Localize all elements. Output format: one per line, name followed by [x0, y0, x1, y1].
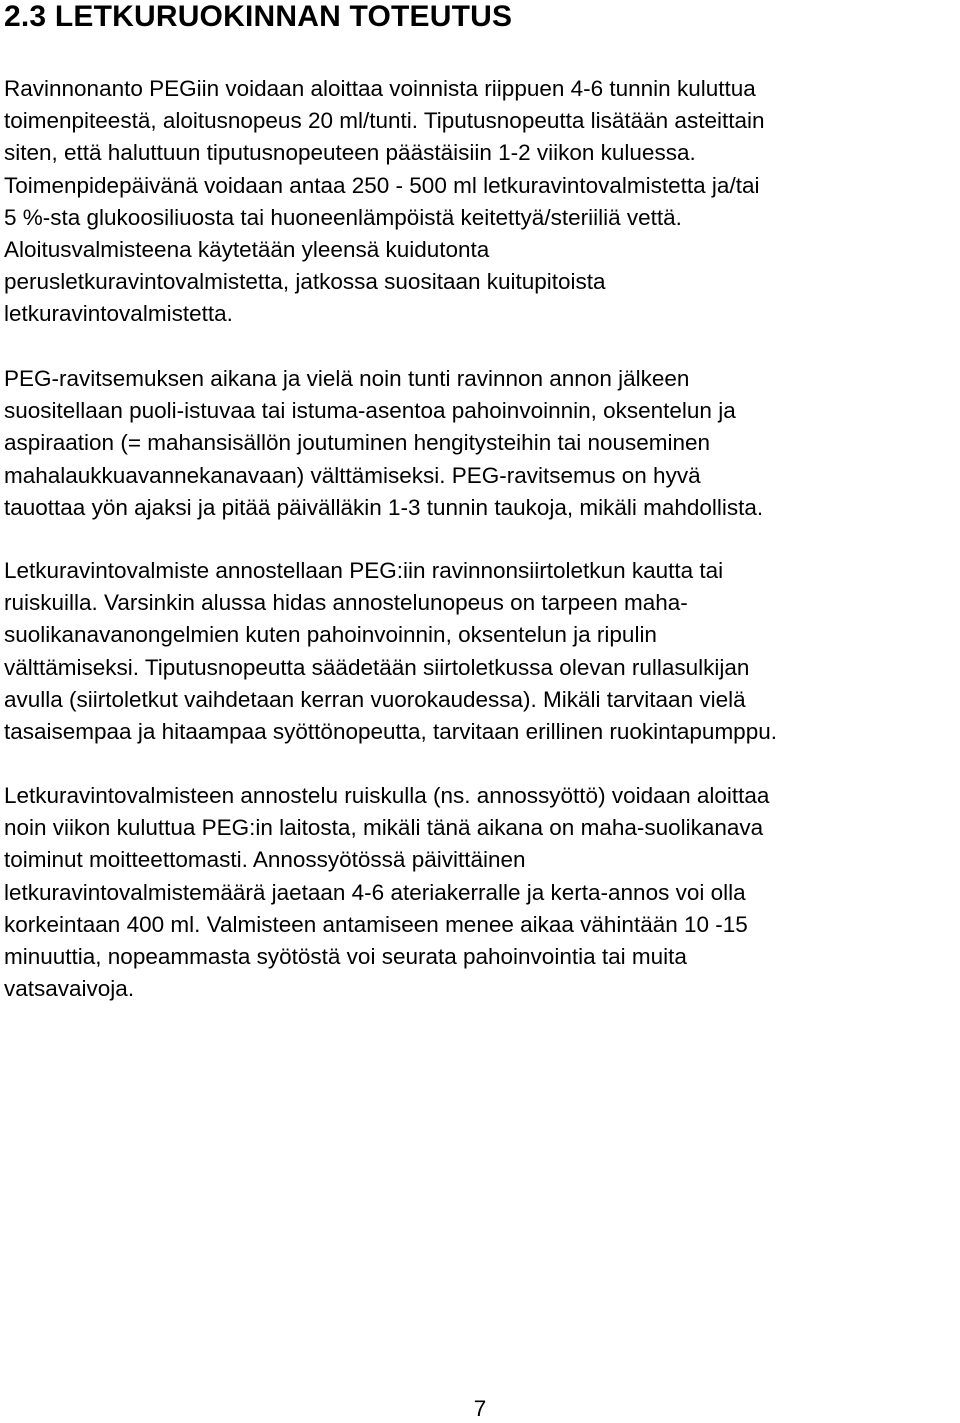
text-line: letkuravintovalmistemäärä jaetaan 4-6 ateriakerralle ja kerta-annos voi olla: [4, 879, 746, 905]
text-line: avulla (siirtoletkut vaihdetaan kerran vuorokaudessa). Mikäli tarvitaan vielä: [4, 686, 746, 712]
text-line: suolikanavanongelmien kuten pahoinvoinnin, oksentelun ja ripulin: [4, 622, 657, 648]
text-line: Aloitusvalmisteena käytetään yleensä kuidutonta: [4, 237, 490, 263]
text-line: 5 %-sta glukoosiliuosta tai huoneenlämpöistä keitettyä/steriiliä vettä.: [4, 204, 682, 230]
text-line: perusletkuravintovalmistetta, jatkossa suositaan kuitupitoista: [4, 269, 606, 295]
text-line: PEG-ravitsemuksen aikana ja vielä noin tunti ravinnon annon jälkeen: [4, 366, 690, 391]
text-line: suositellaan puoli-istuvaa tai istuma-asentoa pahoinvoinnin, oksentelun ja: [4, 398, 736, 424]
section-heading: 2.3 LETKURUOKINNAN TOTEUTUS: [4, 0, 513, 33]
text-line: toiminut moitteettomasti. Annossyötössä päivittäinen: [4, 847, 526, 873]
text-line: ruiskuilla. Varsinkin alussa hidas annostelunopeus on tarpeen maha-: [4, 590, 688, 616]
text-line: välttämiseksi. Tiputusnopeutta säädetään siirtoletkussa olevan rullasulkijan: [4, 654, 750, 680]
text-line: Toimenpidepäivänä voidaan antaa 250 - 500 ml letkuravintovalmistetta ja/tai: [4, 172, 760, 198]
text-line: letkuravintovalmistetta.: [4, 301, 233, 327]
text-line: noin viikon kuluttua PEG:in laitosta, mikäli tänä aikana on maha-suolikanava: [4, 815, 764, 841]
text-line: Ravinnonanto PEGiin voidaan aloittaa voinnista riippuen 4-6 tunnin kuluttua: [4, 76, 756, 101]
paragraph-bolus-feeding: [4, 780, 769, 1005]
text-line: vatsavaivoja.: [4, 976, 135, 1002]
text-line: siten, että haluttuun tiputusnopeuteen päästäisiin 1-2 viikon kuluessa.: [4, 140, 696, 166]
text-line: tasaisempaa ja hitaampaa syöttönopeutta, tarvitaan erillinen ruokintapumppu.: [4, 719, 777, 745]
text-line: aspiraation (= mahansisällön joutuminen hengitysteihin tai nouseminen: [4, 430, 711, 456]
page-number: 7: [473, 1396, 487, 1421]
text-line: korkeintaan 400 ml. Valmisteen antamiseen menee aikaa vähintään 10 -15: [4, 911, 748, 937]
text-line: Letkuravintovalmiste annostellaan PEG:iin ravinnonsiirtoletkun kautta tai: [4, 558, 724, 583]
paragraph-positioning: [4, 363, 763, 524]
text-line: Letkuravintovalmisteen annostelu ruiskulla (ns. annossyöttö) voidaan aloittaa: [4, 783, 770, 808]
paragraph-administration: [4, 555, 777, 748]
document-page: [4, 0, 958, 1002]
text-line: toimenpiteestä, aloitusnopeus 20 ml/tunti. Tiputusnopeutta lisätään asteittain: [4, 108, 765, 134]
paragraph-feeding-start: [4, 73, 765, 331]
text-line: minuuttia, nopeammasta syötöstä voi seurata pahoinvointia tai muita: [4, 944, 687, 970]
text-line: tauottaa yön ajaksi ja pitää päivälläkin 1-3 tunnin taukoja, mikäli mahdollista.: [4, 494, 764, 520]
text-line: mahalaukkuavannekanavaan) välttämiseksi. PEG-ravitsemus on hyvä: [4, 462, 701, 488]
